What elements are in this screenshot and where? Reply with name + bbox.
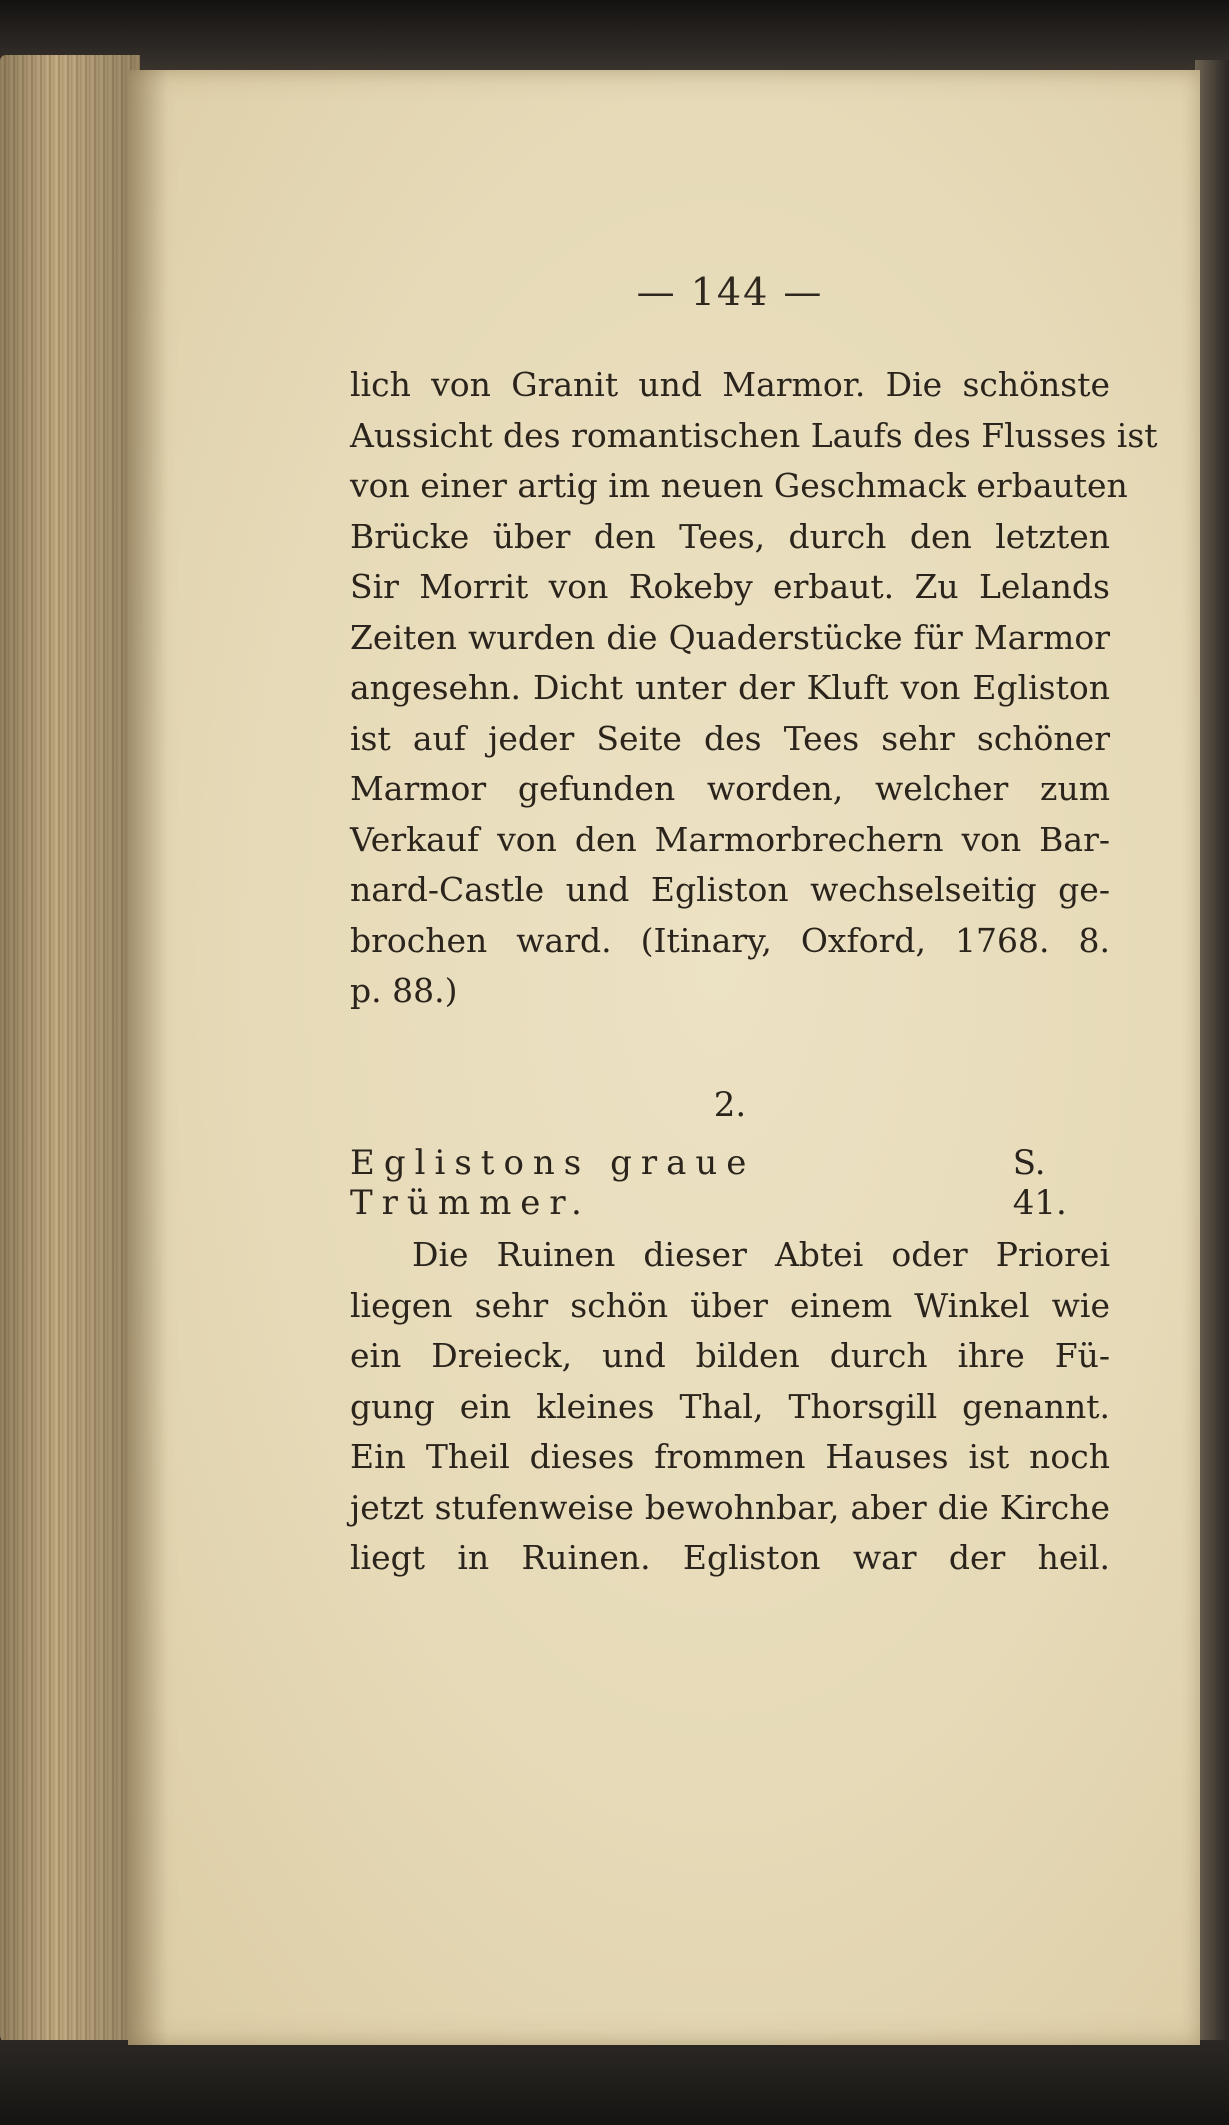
paragraph-1 [350,360,1158,1017]
section-number: 2. [713,1085,747,1125]
background-top [0,0,1229,72]
text-line: gung ein kleines Thal, Thorsgill genannt. [350,1386,1110,1426]
text-line: ist auf jeder Seite des Tees sehr schöner [350,718,1110,758]
text-line: Brücke über den Tees, durch den letzten [350,516,1110,556]
text-line: Marmor gefunden worden, welcher zum [350,769,1110,808]
section-heading [350,1143,1110,1223]
text-line: p. 88.) [350,971,458,1010]
section-title: Eglistons graue Trümmer. [350,1143,756,1223]
text-line: nard-Castle und Egliston wechselseitig ge- [350,870,1110,909]
page-number: — 144 — [636,270,824,314]
text-line: brochen ward. (Itinary, Oxford, 1768. 8. [350,920,1110,960]
paragraph-2 [350,1230,1110,1584]
background-right [1195,60,1229,2050]
text-line: Ein Theil dieses frommen Hauses ist noch [350,1437,1110,1476]
text-line: liegt in Ruinen. Egliston war der heil. [350,1538,1110,1577]
section-reference: S. 41. [1012,1143,1067,1223]
text-line: Zeiten wurden die Quaderstücke für Marmor [350,617,1110,657]
text-line: angesehn. Dicht unter der Kluft von Egliston [350,668,1110,707]
paragraph-continued [350,360,1158,1017]
page-edges [0,55,140,2045]
text-line: von einer artig im neuen Geschmack erbauten [350,466,1128,505]
text-line: Aussicht des romantischen Laufs des Flusses ist [350,415,1158,455]
paragraph-section [350,1230,1110,1584]
text-line: ein Dreieck, und bilden durch ihre Fü- [350,1336,1110,1375]
text-line: lich von Granit und Marmor. Die schönste [350,365,1110,404]
spine-shadow [128,70,168,2045]
text-line: jetzt stufenweise bewohnbar, aber die Kirche [350,1487,1110,1527]
text-line: Verkauf von den Marmorbrechern von Bar- [350,819,1110,859]
text-line: Sir Morrit von Rokeby erbaut. Zu Lelands [350,567,1110,606]
text-line: Die Ruinen dieser Abtei oder Priorei [412,1235,1110,1274]
text-line: liegen sehr schön über einem Winkel wie [350,1285,1110,1325]
background-bottom [0,2040,1229,2125]
